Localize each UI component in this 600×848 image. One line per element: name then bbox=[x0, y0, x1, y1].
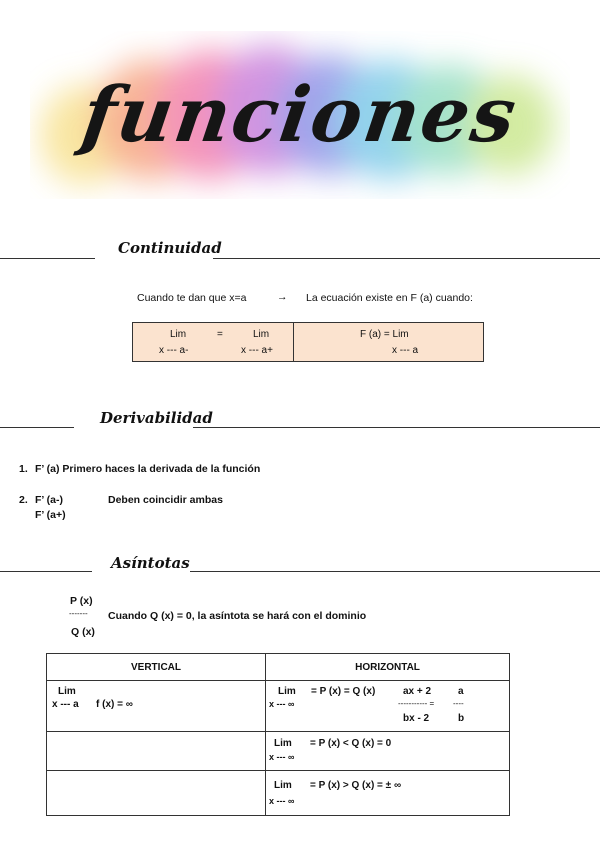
h1-lim: Lim bbox=[278, 686, 296, 697]
section-rule-right bbox=[193, 427, 600, 428]
h3-condition: = P (x) > Q (x) = ± ∞ bbox=[310, 780, 402, 791]
h1-a: a bbox=[458, 686, 464, 697]
asintotas-note: Cuando Q (x) = 0, la asíntota se hará con el dominio bbox=[108, 610, 367, 622]
lim-left: Lim bbox=[170, 329, 187, 340]
h1-b: b bbox=[458, 713, 465, 724]
fraction-line: ------- bbox=[69, 609, 88, 618]
h1-condition: = P (x) = Q (x) bbox=[311, 686, 376, 697]
limits-cell bbox=[133, 323, 294, 362]
section-heading-continuidad: Continuidad bbox=[118, 239, 222, 257]
section-rule-left bbox=[0, 258, 95, 259]
fa-cell bbox=[294, 323, 484, 362]
continuidad-intro-right: La ecuación existe en F (a) cuando: bbox=[306, 292, 473, 304]
arrow-icon: → bbox=[277, 291, 288, 303]
col-header-horizontal: HORIZONTAL bbox=[266, 654, 510, 681]
lim-left-subscript: x --- a- bbox=[159, 345, 189, 356]
derivabilidad-item-2-a: F’ (a-) bbox=[35, 494, 63, 506]
derivabilidad-item-2-b: F’ (a+) bbox=[35, 509, 66, 521]
lim-right-subscript: x --- a+ bbox=[241, 345, 273, 356]
continuidad-table bbox=[132, 322, 484, 362]
vertical-cell bbox=[47, 681, 266, 732]
h1-lim-subscript: x --- ∞ bbox=[269, 699, 295, 709]
equals-sign: = bbox=[217, 329, 223, 340]
list-number-2: 2. bbox=[19, 494, 28, 506]
section-rule-right bbox=[190, 571, 600, 572]
continuidad-intro-left: Cuando te dan que x=a bbox=[137, 292, 247, 304]
derivabilidad-item-2-text: Deben coincidir ambas bbox=[108, 494, 223, 506]
fa-limit-subscript: x --- a bbox=[392, 345, 419, 356]
fraction-numerator: P (x) bbox=[70, 595, 93, 607]
v-fx: f (x) = ∞ bbox=[96, 699, 133, 710]
section-rule-right bbox=[213, 258, 600, 259]
h1-fraction-line: ----------- = bbox=[398, 699, 435, 708]
list-number-1: 1. bbox=[19, 463, 28, 475]
h1-numerator: ax + 2 bbox=[403, 686, 432, 697]
h2-condition: = P (x) < Q (x) = 0 bbox=[310, 738, 392, 749]
fraction-denominator: Q (x) bbox=[71, 626, 95, 638]
section-rule-left bbox=[0, 427, 74, 428]
horizontal-cell-1 bbox=[266, 681, 510, 732]
v-lim: Lim bbox=[58, 686, 76, 697]
h2-lim-subscript: x --- ∞ bbox=[269, 752, 295, 762]
section-heading-derivabilidad: Derivabilidad bbox=[100, 409, 213, 427]
col-header-vertical: VERTICAL bbox=[47, 654, 266, 681]
horizontal-cell-3 bbox=[266, 771, 510, 816]
section-heading-asintotas: Asíntotas bbox=[111, 554, 190, 572]
vertical-cell-empty bbox=[47, 732, 266, 771]
h3-lim-subscript: x --- ∞ bbox=[269, 796, 295, 806]
v-lim-subscript: x --- a bbox=[52, 699, 79, 710]
lim-right: Lim bbox=[253, 329, 270, 340]
horizontal-cell-2 bbox=[266, 732, 510, 771]
section-rule-left bbox=[0, 571, 92, 572]
h1-ratio-line: ---- bbox=[453, 699, 464, 708]
fa-limit: F (a) = Lim bbox=[360, 329, 409, 340]
asintotas-table bbox=[46, 653, 510, 816]
h2-lim: Lim bbox=[274, 738, 292, 749]
h3-lim: Lim bbox=[274, 780, 292, 791]
derivabilidad-item-1: F’ (a) Primero haces la derivada de la función bbox=[35, 463, 261, 475]
vertical-cell-empty bbox=[47, 771, 266, 816]
page-title: funciones bbox=[77, 70, 523, 159]
h1-denominator: bx - 2 bbox=[403, 713, 430, 724]
